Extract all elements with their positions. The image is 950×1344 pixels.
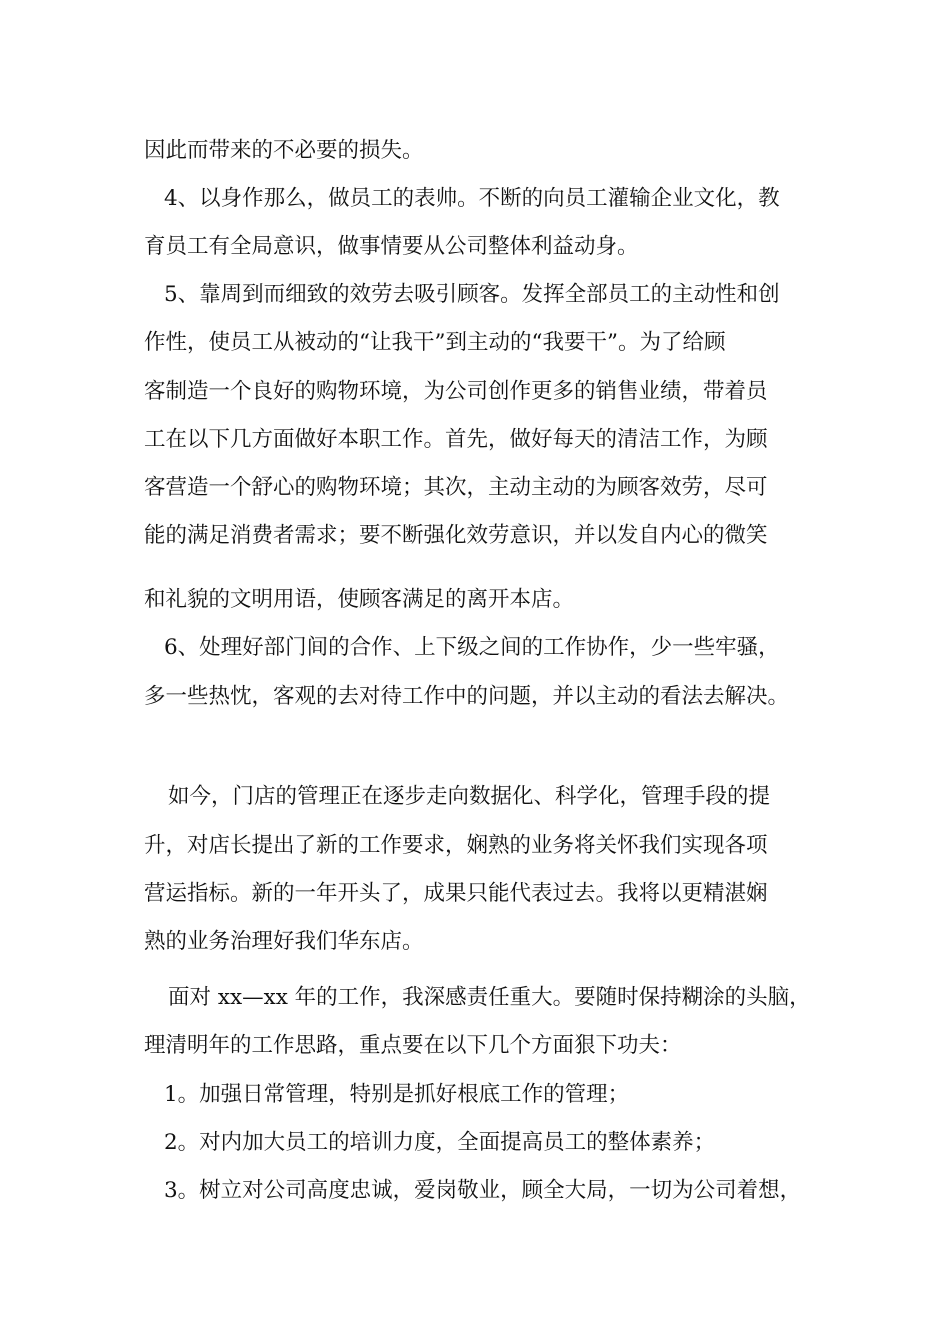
text-line: 升，对店长提出了新的工作要求，娴熟的业务将关怀我们实现各项 — [144, 833, 768, 858]
text-line: 2。对内加大员工的培训力度，全面提高员工的整体素养； — [164, 1130, 716, 1155]
text-line: 6、处理好部门间的合作、上下级之间的工作协作，少一些牢骚， — [164, 635, 780, 660]
text-line: 因此而带来的不必要的损失。 — [144, 138, 424, 163]
text-line: 理清明年的工作思路，重点要在以下几个方面狠下功夫： — [144, 1033, 682, 1058]
text-line: 育员工有全局意识，做事情要从公司整体利益动身。 — [144, 234, 639, 259]
text-line: 5、靠周到而细致的效劳去吸引顾客。发挥全部员工的主动性和创 — [164, 282, 780, 307]
text-line: 客营造一个舒心的购物环境；其次，主动主动的为顾客效劳，尽可 — [144, 475, 768, 500]
text-line: 4、以身作那么，做员工的表帅。不断的向员工灌输企业文化，教 — [164, 186, 780, 211]
text-line: 能的满足消费者需求；要不断强化效劳意识，并以发自内心的微笑 — [144, 523, 768, 548]
text-line: 熟的业务治理好我们华东店。 — [144, 929, 424, 954]
text-line: 作性，使员工从被动的“让我干”到主动的“我要干”。为了给顾 — [144, 330, 726, 355]
text-line: 工在以下几方面做好本职工作。首先，做好每天的清洁工作，为顾 — [144, 427, 768, 452]
text-line: 多一些热忱，客观的去对待工作中的问题，并以主动的看法去解决。 — [144, 684, 790, 709]
text-line: 营运指标。新的一年开头了，成果只能代表过去。我将以更精湛娴 — [144, 881, 768, 906]
text-line: 如今，门店的管理正在逐步走向数据化、科学化，管理手段的提 — [168, 784, 771, 809]
text-line: 客制造一个良好的购物环境，为公司创作更多的销售业绩，带着员 — [144, 379, 768, 404]
text-line: 面对 xx—xx 年的工作，我深感责任重大。要随时保持糊涂的头脑， — [168, 985, 811, 1010]
text-line: 和礼貌的文明用语，使顾客满足的离开本店。 — [144, 587, 575, 612]
text-line: 1。加强日常管理，特别是抓好根底工作的管理； — [164, 1082, 630, 1107]
text-line: 3。树立对公司高度忠诚，爱岗敬业，顾全大局，一切为公司着想， — [164, 1178, 802, 1203]
